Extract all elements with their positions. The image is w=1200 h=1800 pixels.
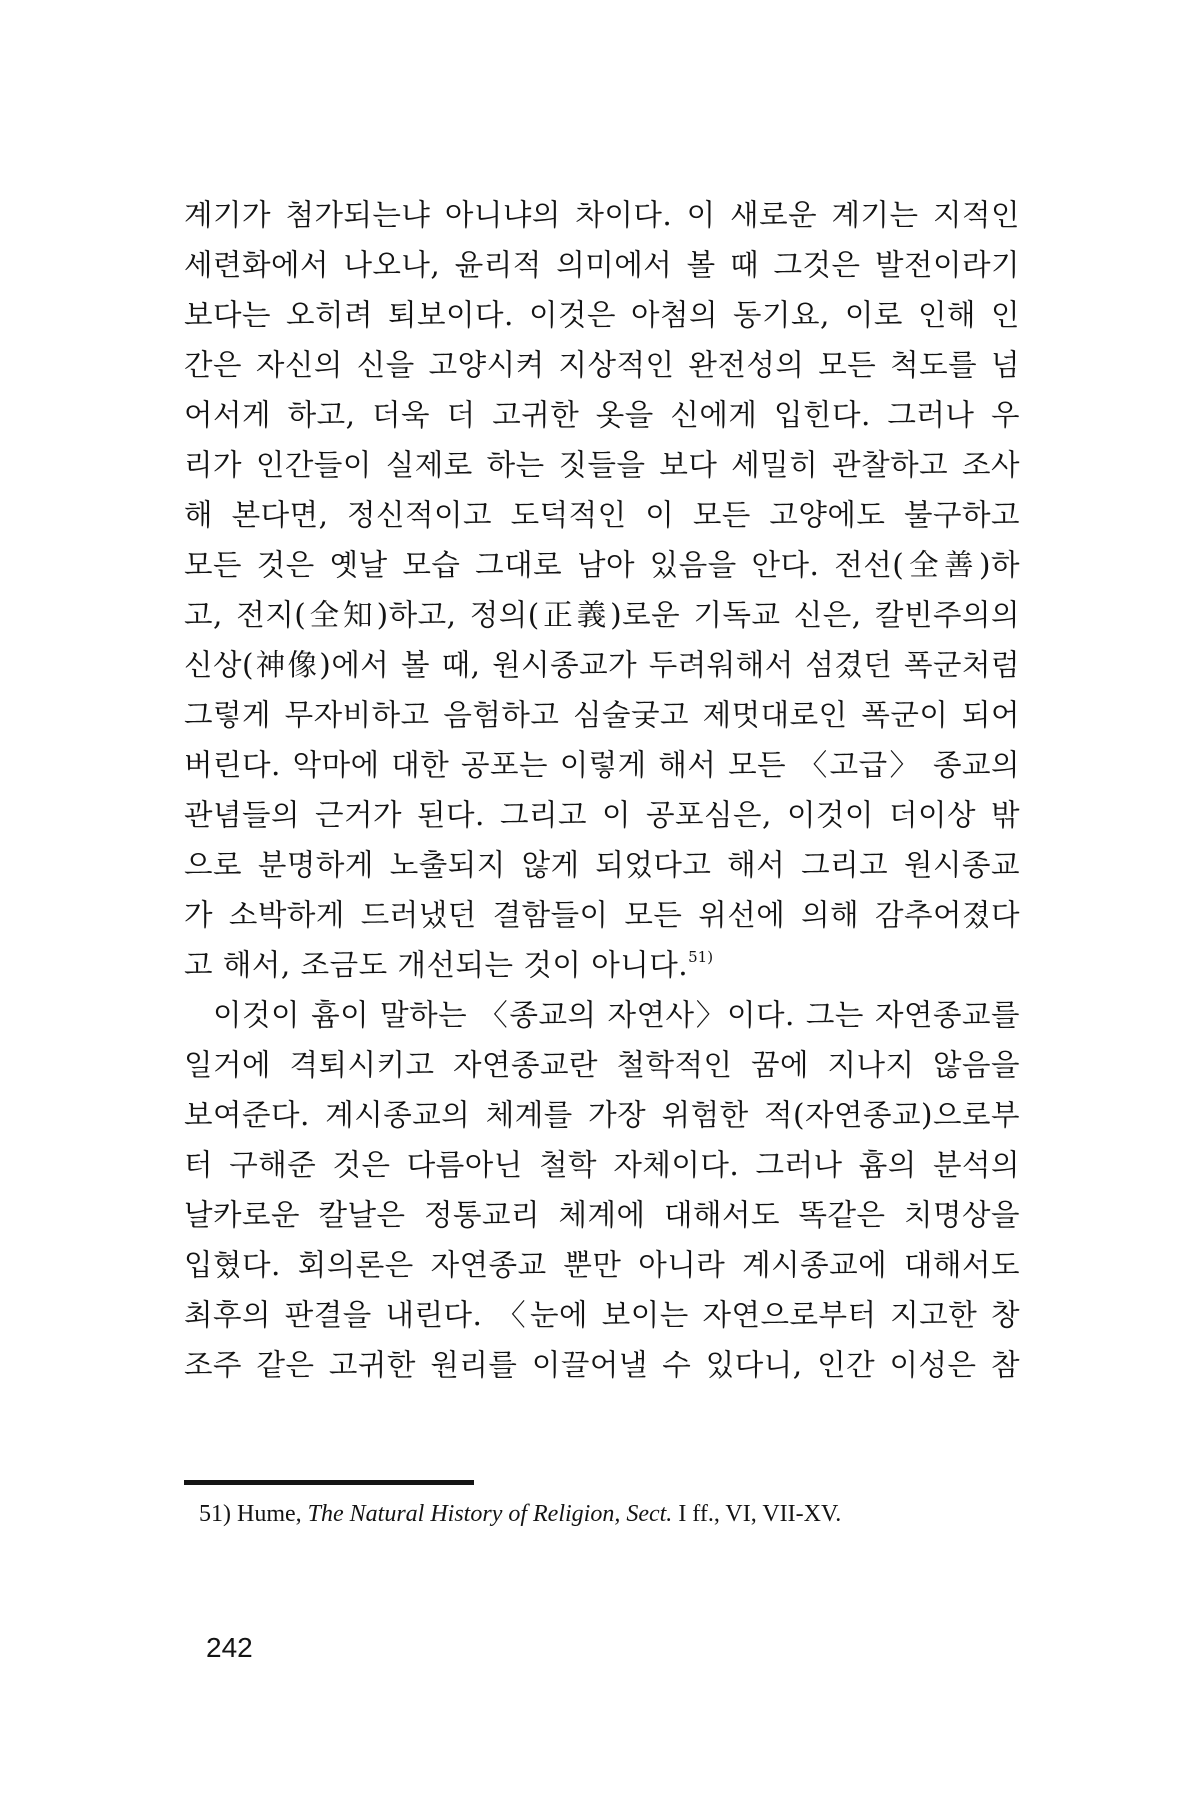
footnote-number: 51) bbox=[199, 1501, 231, 1527]
text-line: 관념들의 근거가 된다. 그리고 이 공포심은, 이것이 더이상 밖 bbox=[184, 798, 1020, 832]
paragraph-1 bbox=[184, 190, 1020, 990]
text-line: 리가 인간들이 실제로 하는 짓들을 보다 세밀히 관찰하고 조사 bbox=[184, 448, 1020, 482]
footnote-reference[interactable]: 51) bbox=[688, 948, 714, 966]
text-line: 어서게 하고, 더욱 더 고귀한 옷을 신에게 입힌다. 그러나 우 bbox=[184, 398, 1020, 432]
text-line: 계기가 첨가되는냐 아니냐의 차이다. 이 새로운 계기는 지적인 bbox=[184, 198, 1020, 232]
text-line: 조주 같은 고귀한 원리를 이끌어낼 수 있다니, 인간 이성은 참 bbox=[184, 1348, 1020, 1382]
footnote-divider bbox=[184, 1480, 474, 1485]
footnote-section-label: Sect. bbox=[626, 1501, 673, 1527]
text-line: 해 본다면, 정신적이고 도덕적인 이 모든 고양에도 불구하고 bbox=[184, 498, 1020, 532]
text-line: 일거에 격퇴시키고 자연종교란 철학적인 꿈에 지나지 않음을 bbox=[184, 1048, 1020, 1082]
text-line: 세련화에서 나오나, 윤리적 의미에서 볼 때 그것은 발전이라기 bbox=[184, 248, 1020, 282]
text-line: 신상(神像)에서 볼 때, 원시종교가 두려워해서 섬겼던 폭군처럼 bbox=[184, 648, 1020, 682]
text-line: 터 구해준 것은 다름아닌 철학 자체이다. 그러나 흄의 분석의 bbox=[184, 1148, 1020, 1182]
text-line: 고, 전지(全知)하고, 정의(正義)로운 기독교 신은, 칼빈주의의 bbox=[184, 598, 1020, 632]
text-line bbox=[184, 940, 1020, 990]
footnote-title: The Natural History of Religion, bbox=[307, 1501, 621, 1527]
text-line: 가 소박하게 드러냈던 결함들이 모든 위선에 의해 감추어졌다 bbox=[184, 898, 1020, 932]
text-line: 버린다. 악마에 대한 공포는 이렇게 해서 모든 〈고급〉 종교의 bbox=[184, 748, 1020, 782]
text-line: 최후의 판결을 내린다. 〈눈에 보이는 자연으로부터 지고한 창 bbox=[184, 1298, 1020, 1332]
text-line-content: 고 해서, 조금도 개선되는 것이 아니다. bbox=[184, 948, 689, 982]
text-line: 입혔다. 회의론은 자연종교 뿐만 아니라 계시종교에 대해서도 bbox=[184, 1248, 1020, 1282]
text-line: 간은 자신의 신을 고양시켜 지상적인 완전성의 모든 척도를 넘 bbox=[184, 348, 1020, 382]
text-line: 보여준다. 계시종교의 체계를 가장 위험한 적(자연종교)으로부 bbox=[184, 1098, 1020, 1132]
text-line: 이것이 흄이 말하는 〈종교의 자연사〉이다. 그는 자연종교를 bbox=[213, 998, 1020, 1032]
text-line: 보다는 오히려 퇴보이다. 이것은 아첨의 동기요, 이로 인해 인 bbox=[184, 298, 1020, 332]
footnote-section-refs: I ff., VI, VII-XV. bbox=[678, 1501, 842, 1527]
paragraph-2 bbox=[184, 990, 1020, 1390]
body-text bbox=[184, 190, 1020, 1390]
footnote-author: Hume, bbox=[237, 1501, 302, 1527]
text-line: 날카로운 칼날은 정통교리 체계에 대해서도 똑같은 치명상을 bbox=[184, 1198, 1020, 1232]
text-line: 모든 것은 옛날 모습 그대로 남아 있음을 안다. 전선(全善)하 bbox=[184, 548, 1020, 582]
text-line: 그렇게 무자비하고 음험하고 심술궂고 제멋대로인 폭군이 되어 bbox=[184, 698, 1020, 732]
text-line: 으로 분명하게 노출되지 않게 되었다고 해서 그리고 원시종교 bbox=[184, 848, 1020, 882]
page-number: 242 bbox=[206, 1632, 253, 1663]
footnote bbox=[199, 1496, 1019, 1532]
